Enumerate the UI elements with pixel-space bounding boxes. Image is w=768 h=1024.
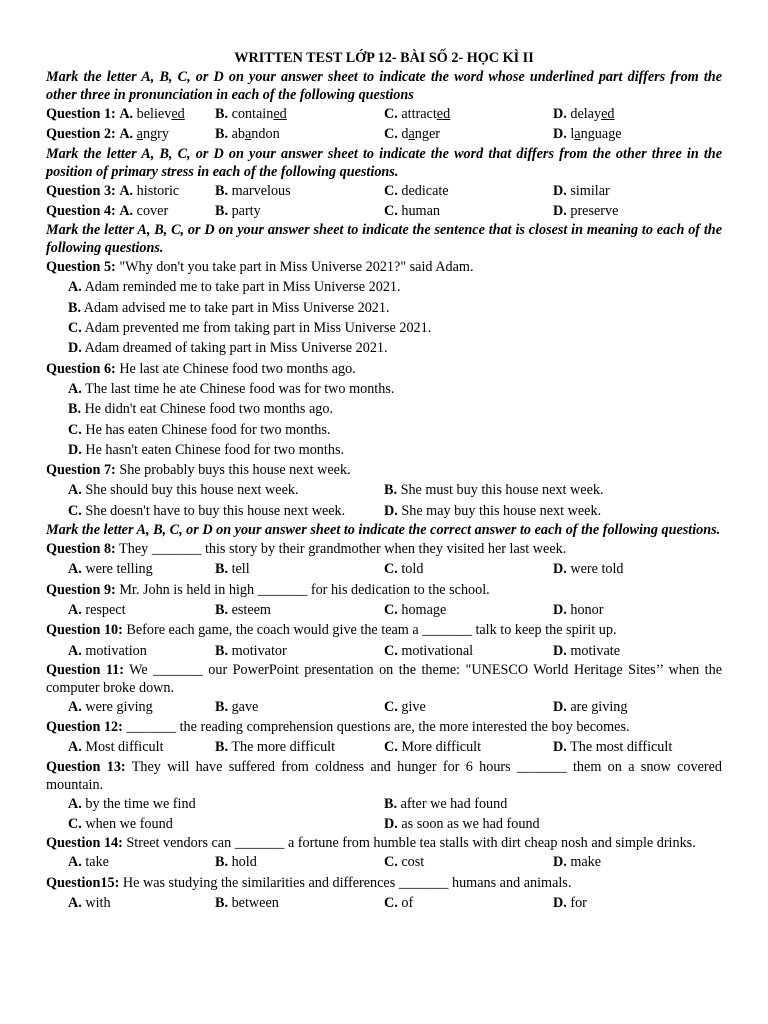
option-letter: A. [68, 698, 82, 715]
option-letter: B. [215, 106, 229, 122]
option-letter: C. [384, 698, 398, 715]
option-letter: C. [384, 642, 398, 659]
option-text: nguage [580, 126, 622, 143]
question-label: Question 5: [46, 259, 116, 276]
option-letter: C. [68, 502, 82, 519]
question-label: Question 13: [46, 758, 126, 775]
option-text: The most difficult [570, 739, 673, 756]
question-7-options-ab [46, 480, 722, 500]
option-text: Adam advised me to take part in Miss Universe 2021. [83, 299, 390, 316]
test-page [46, 48, 722, 913]
underlined-part: ed [436, 106, 451, 122]
option-text: party [231, 202, 261, 219]
option-text: preserve [570, 202, 619, 219]
question-stem: "Why don't you take part in Miss Universe 2021?" said Adam. [115, 259, 474, 276]
instruction-stress: Mark the letter A, B, C, or D on your answer sheet to indicate the word that differs from the other three in the position of primary stress in each of the following questions. [46, 145, 722, 180]
option-text: She doesn't have to buy this house next week. [85, 502, 346, 519]
option-text: More difficult [401, 739, 482, 756]
option-letter: B. [215, 894, 229, 911]
option-text: make [570, 854, 602, 871]
option-text: are giving [570, 698, 628, 715]
option-letter: D. [384, 816, 398, 833]
option-letter: B. [68, 401, 82, 418]
option-text: attract [397, 106, 437, 122]
question-label: Question 4: [46, 202, 116, 219]
question-stem: They _______ this story by their grandmother when they visited her last week. [115, 541, 567, 558]
option-letter: C. [384, 202, 398, 219]
option-letter: B. [215, 642, 229, 659]
question-2 [46, 124, 722, 144]
option-letter: B. [215, 561, 229, 578]
underlined-part: ed [273, 106, 287, 122]
option-text: contain [228, 106, 274, 122]
option-letter: A. [119, 106, 134, 122]
option-text: motivate [570, 642, 620, 659]
question-11-options [46, 697, 722, 717]
option-text: Adam prevented me from taking part in Miss Universe 2021. [84, 320, 432, 337]
option-letter: D. [553, 182, 567, 199]
option-text: after we had found [400, 795, 508, 812]
option-letter: A. [68, 739, 82, 756]
option-letter: D. [553, 126, 567, 143]
option-letter: A. [68, 601, 82, 618]
option-text: homage [401, 601, 447, 618]
question-label: Question 14: [46, 835, 123, 852]
option-text: human [401, 202, 440, 219]
option-letter: C. [68, 320, 82, 337]
option-text: for [570, 894, 587, 911]
option-letter: B. [215, 854, 229, 871]
question-label: Question 2: [46, 126, 116, 143]
question-label: Question 10: [46, 622, 123, 639]
question-stem: He was studying the similarities and differences _______ humans and animals. [119, 874, 572, 891]
option-text: honor [570, 601, 604, 618]
option-text: d [397, 126, 409, 143]
option-letter: B. [215, 698, 229, 715]
option-text: cost [401, 854, 425, 871]
option-text: told [401, 561, 424, 578]
option-c [46, 318, 722, 338]
option-letter: B. [384, 795, 398, 812]
question-8-options [46, 559, 722, 579]
question-15-options [46, 893, 722, 913]
question-label: Question 6: [46, 360, 116, 377]
underlined-part: a [574, 126, 581, 143]
option-text: when we found [85, 816, 173, 833]
underlined-part: a [136, 126, 143, 143]
option-letter: D. [553, 894, 567, 911]
option-text: He hasn't eaten Chinese food for two months. [85, 441, 345, 458]
question-stem: Street vendors can _______ a fortune from humble tea stalls with dirt cheap nosh and simple drinks. [122, 835, 696, 852]
question-3 [46, 181, 722, 201]
underlined-part: a [244, 126, 252, 143]
option-letter: A. [68, 482, 82, 499]
option-letter: D. [553, 106, 567, 122]
option-d [46, 440, 722, 460]
option-letter: D. [553, 642, 567, 659]
option-letter: A. [119, 202, 134, 219]
option-text: were giving [85, 698, 153, 715]
option-letter: D. [68, 340, 82, 357]
option-text: of [401, 894, 414, 911]
option-text: motivator [231, 642, 287, 659]
option-letter: A. [119, 126, 134, 143]
option-text: cover [136, 202, 169, 219]
question-stem: Mr. John is held in high _______ for his dedication to the school. [115, 581, 490, 598]
option-letter: D. [553, 601, 567, 618]
option-letter: C. [68, 816, 82, 833]
option-text: were told [570, 561, 624, 578]
option-letter: A. [68, 561, 82, 578]
option-text: were telling [85, 561, 153, 578]
question-label: Question 12: [46, 719, 123, 736]
option-text: She should buy this house next week. [85, 482, 299, 499]
option-b [46, 298, 722, 318]
option-d [46, 338, 722, 358]
option-text: similar [570, 182, 610, 199]
option-text: ndon [251, 126, 280, 143]
question-label: Question15: [46, 874, 120, 891]
question-14 [46, 834, 722, 852]
option-a [46, 277, 722, 297]
option-letter: B. [215, 739, 229, 756]
option-letter: D. [553, 739, 567, 756]
option-text: with [85, 894, 111, 911]
option-letter: D. [384, 502, 398, 519]
option-text: The more difficult [231, 739, 336, 756]
option-letter: C. [384, 854, 398, 871]
question-stem: They will have suffered from coldness and hunger for 6 hours _______ them on a snow covered mountain. [46, 758, 722, 793]
option-text: nger [414, 126, 440, 143]
option-letter: C. [68, 421, 82, 438]
instruction-pronunciation: Mark the letter A, B, C, or D on your answer sheet to indicate the word whose underlined part differs from the other three in pronunciation in each of the following questions [46, 69, 722, 103]
option-letter: C. [384, 106, 398, 122]
option-letter: B. [68, 299, 82, 316]
option-text: ab [228, 126, 245, 143]
question-13-options-ab [46, 794, 722, 814]
question-7-options-cd [46, 501, 722, 521]
option-text: The last time he ate Chinese food was for two months. [85, 380, 395, 397]
question-stem: Before each game, the coach would give the team a _______ talk to keep the spirit up. [122, 622, 617, 639]
option-letter: D. [68, 441, 82, 458]
option-letter: B. [215, 126, 229, 143]
question-12-options [46, 737, 722, 757]
option-letter: D. [553, 698, 567, 715]
option-text: Adam reminded me to take part in Miss Universe 2021. [84, 279, 401, 296]
instruction-correct-answer: Mark the letter A, B, C, or D on your answer sheet to indicate the correct answer to each of the following questions. [46, 522, 721, 539]
question-6 [46, 359, 722, 379]
question-5 [46, 257, 722, 277]
question-stem: He last ate Chinese food two months ago. [115, 360, 356, 377]
option-text: motivational [401, 642, 474, 659]
option-letter: A. [68, 854, 82, 871]
option-text: tell [231, 561, 250, 578]
option-a [46, 379, 722, 399]
option-letter: C. [384, 126, 398, 143]
option-letter: B. [384, 482, 398, 499]
option-letter: B. [215, 202, 229, 219]
instruction-closest-meaning: Mark the letter A, B, C, or D on your answer sheet to indicate the sentence that is closest in meaning to each of the following questions. [46, 222, 722, 257]
option-letter: C. [384, 561, 398, 578]
option-letter: A. [68, 642, 82, 659]
question-7 [46, 460, 722, 480]
option-letter: A. [68, 894, 82, 911]
option-text: l [566, 126, 575, 143]
question-label: Question 3: [46, 182, 116, 199]
option-letter: C. [384, 601, 398, 618]
option-letter: D. [553, 561, 567, 578]
option-text: take [85, 854, 109, 871]
option-text: He didn't eat Chinese food two months ago. [84, 401, 333, 418]
question-label: Question 7: [46, 462, 116, 479]
question-12 [46, 717, 722, 737]
option-letter: B. [215, 601, 229, 618]
option-text: hold [231, 854, 257, 871]
question-11 [46, 661, 722, 697]
option-text: esteem [231, 601, 271, 618]
question-label: Question 11: [46, 661, 124, 678]
option-c [46, 420, 722, 440]
option-text: respect [85, 601, 126, 618]
option-text: She may buy this house next week. [401, 502, 602, 519]
option-letter: A. [68, 380, 82, 397]
option-text: ngry [142, 126, 169, 143]
option-text: motivation [85, 642, 147, 659]
option-letter: A. [119, 182, 134, 199]
option-text: She must buy this house next week. [400, 482, 604, 499]
question-label: Question 9: [46, 581, 116, 598]
option-letter: D. [553, 202, 567, 219]
option-text: give [401, 698, 426, 715]
option-text: dedicate [401, 182, 449, 199]
underlined-part: ed [171, 106, 185, 122]
question-label: Question 8: [46, 541, 116, 558]
question-13-options-cd [46, 814, 722, 834]
question-14-options [46, 852, 722, 872]
question-stem: _______ the reading comprehension questions are, the more interested the boy becomes. [122, 719, 630, 736]
question-label: Question 1: [46, 106, 116, 122]
option-letter: C. [384, 739, 398, 756]
option-text: as soon as we had found [401, 816, 540, 833]
option-text: delay [566, 106, 602, 122]
question-4 [46, 201, 722, 221]
question-1 [46, 104, 722, 124]
question-8 [46, 539, 722, 559]
option-text: marvelous [231, 182, 291, 199]
page-title: WRITTEN TEST LỚP 12- BÀI SỐ 2- HỌC KÌ II [234, 50, 534, 66]
option-b [46, 399, 722, 419]
question-10 [46, 620, 722, 640]
question-stem: We _______ our PowerPoint presentation on the theme: "UNESCO World Heritage Sites’’ when the computer broke down. [46, 661, 723, 696]
option-letter: C. [384, 182, 398, 199]
option-text: by the time we find [85, 795, 196, 812]
option-letter: B. [215, 182, 229, 199]
underlined-part: a [408, 126, 415, 143]
option-text: He has eaten Chinese food for two months. [85, 421, 331, 438]
option-text: Adam dreamed of taking part in Miss Universe 2021. [84, 340, 388, 357]
option-text: believ [133, 106, 172, 122]
option-text: historic [136, 182, 180, 199]
question-10-options [46, 641, 722, 661]
option-letter: A. [68, 795, 82, 812]
question-13 [46, 758, 722, 794]
option-text: gave [231, 698, 259, 715]
question-9-options [46, 600, 722, 620]
option-letter: D. [553, 854, 567, 871]
option-text: between [231, 894, 279, 911]
option-letter: C. [384, 894, 398, 911]
question-9 [46, 580, 722, 600]
option-text: Most difficult [85, 739, 164, 756]
question-stem: She probably buys this house next week. [115, 462, 351, 479]
underlined-part: ed [601, 106, 615, 122]
option-letter: A. [68, 279, 82, 296]
question-15 [46, 873, 722, 893]
